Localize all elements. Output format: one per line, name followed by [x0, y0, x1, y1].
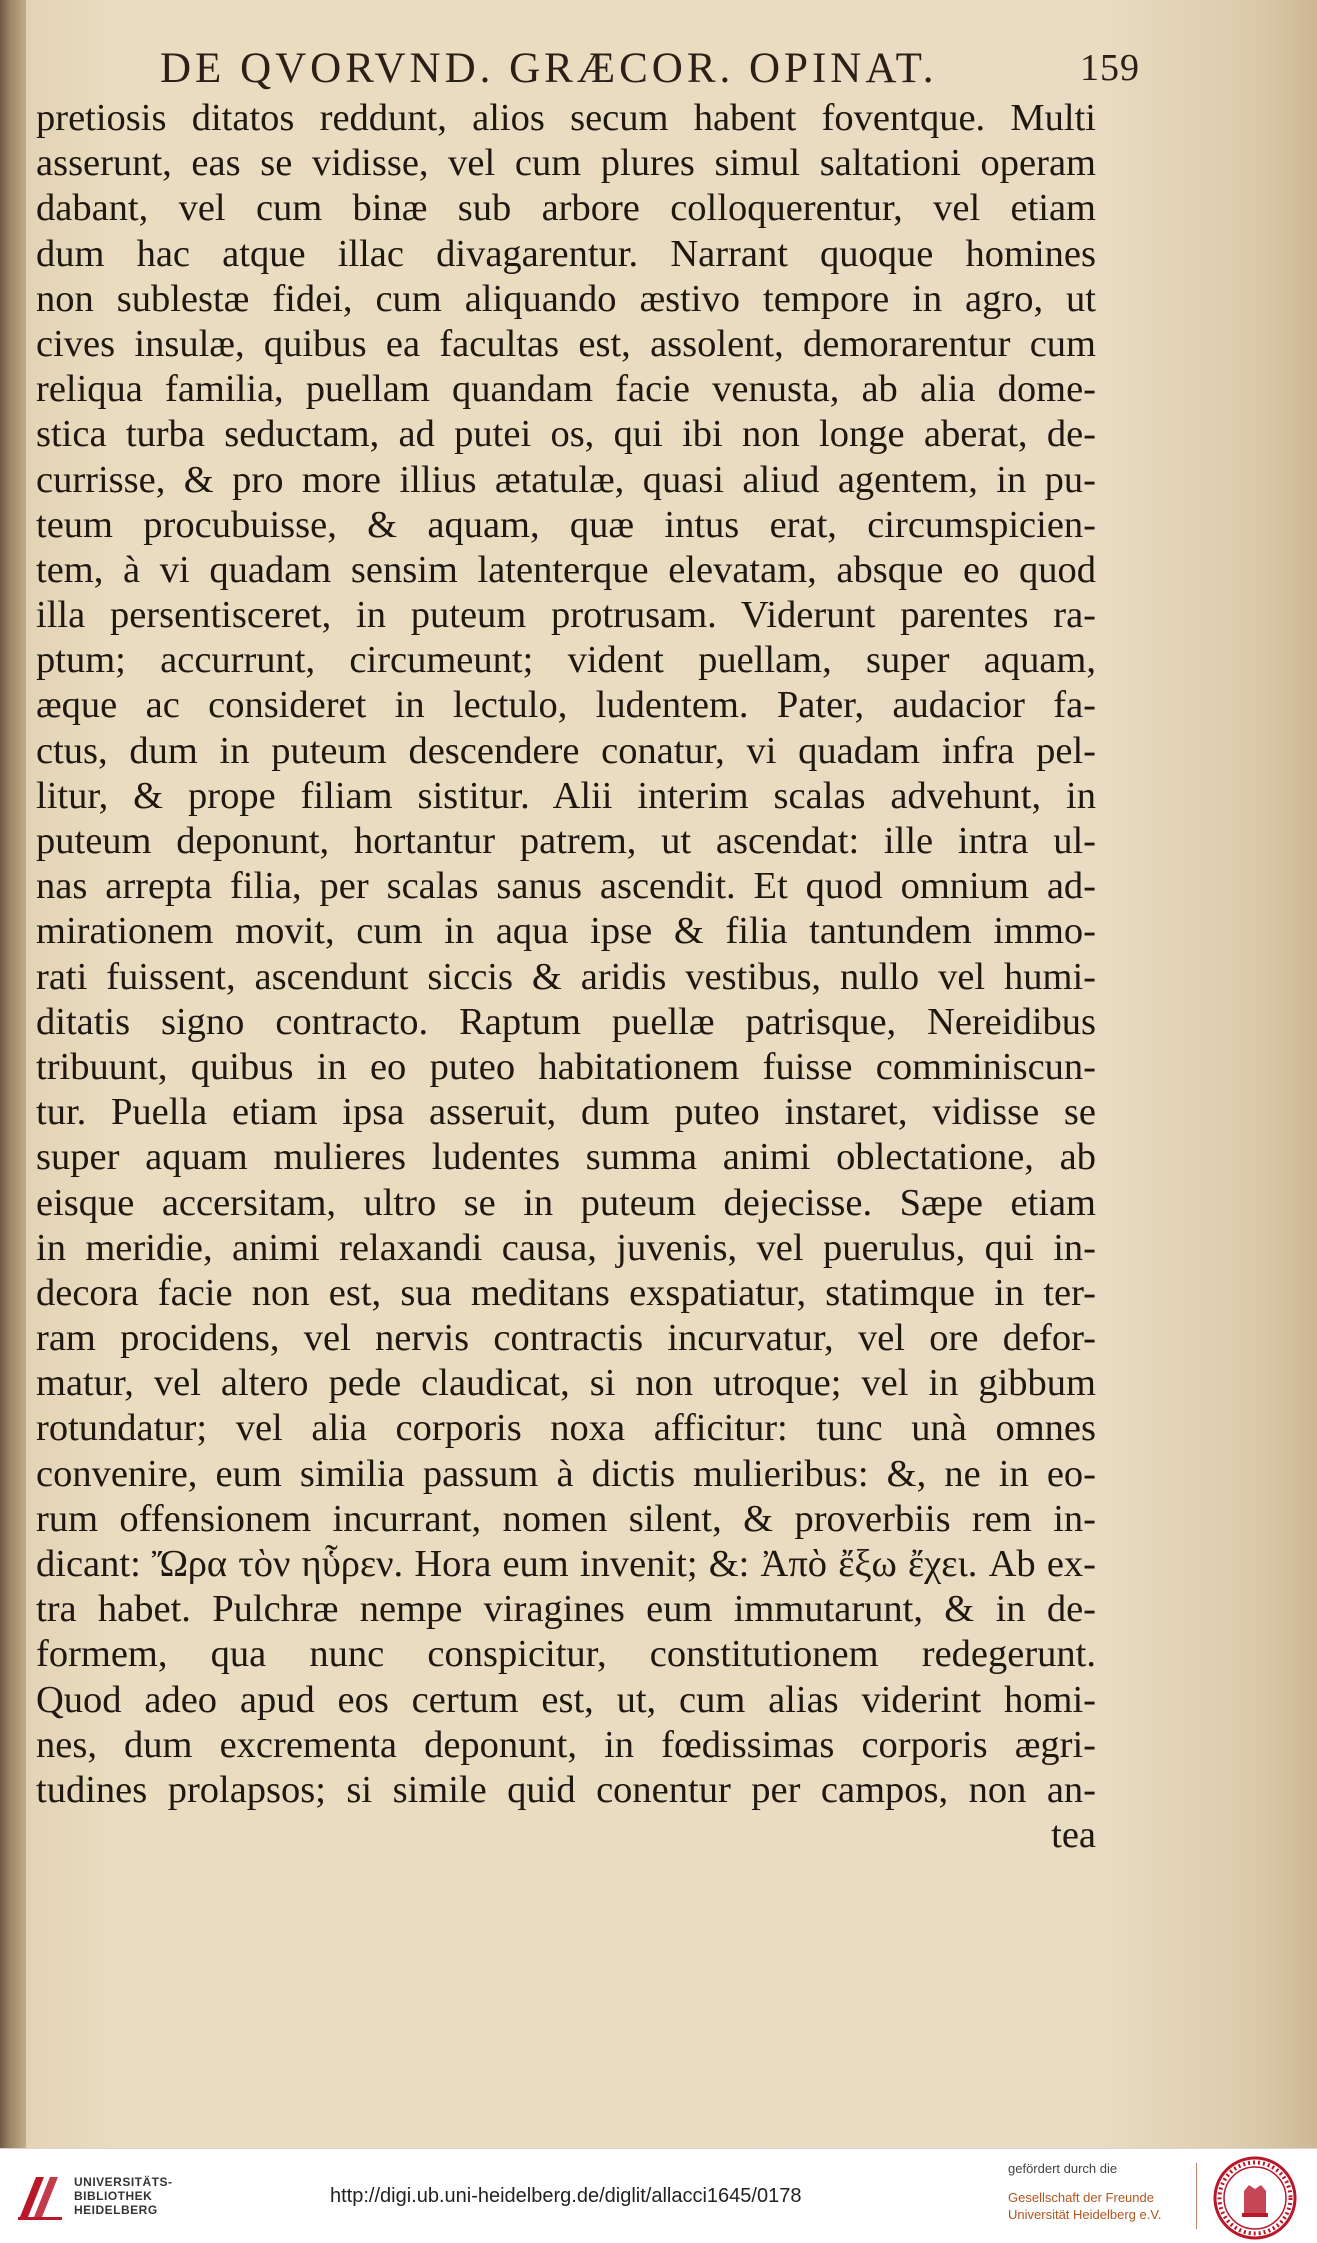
body-text [36, 96, 1096, 1858]
text-line: currisse, & pro more illius ætatulæ, quasi aliud agentem, in pu- [36, 458, 1096, 501]
text-line: nes, dum excrementa deponunt, in fœdissimas corporis ægri- [36, 1723, 1096, 1766]
text-line: rati fuissent, ascendunt siccis & aridis vestibus, nullo vel humi- [36, 955, 1096, 998]
text-line: ctus, dum in puteum descendere conatur, vi quadam infra pel- [36, 729, 1096, 772]
footer-divider [1196, 2163, 1197, 2229]
text-line: reliqua familia, puellam quandam facie venusta, ab alia dome- [36, 368, 1096, 411]
text-line: formem, qua nunc conspicitur, constitutionem redegerunt. [36, 1633, 1096, 1676]
university-seal-icon [1212, 2155, 1298, 2241]
library-name [74, 2175, 173, 2217]
text-line: non sublestæ fidei, cum aliquando æstivo tempore in agro, ut [36, 277, 1096, 320]
text-line: ditatis signo contracto. Raptum puellæ patrisque, Nereidibus [36, 1000, 1096, 1043]
text-line: teum procubuisse, & aquam, quæ intus erat, circumspicien- [36, 503, 1096, 546]
sponsor-intro: gefördert durch die [1008, 2161, 1118, 2176]
running-title: DE QVORVND. GRÆCOR. OPINAT. [160, 45, 938, 92]
text-line: rotundatur; vel alia corporis noxa afficitur: tunc unà omnes [36, 1407, 1096, 1450]
text-line: illa persentisceret, in puteum protrusam. Viderunt parentes ra- [36, 594, 1096, 637]
sponsor-line: Gesellschaft der Freunde [1008, 2190, 1154, 2205]
text-line: æque ac consideret in lectulo, ludentem. Pater, audacior fa- [36, 684, 1096, 727]
text-line: Quod adeo apud eos certum est, ut, cum alias viderint homi- [36, 1678, 1096, 1721]
page-binding-edge [0, 0, 26, 2148]
text-line: tea [1051, 1814, 1096, 1857]
library-name-line: BIBLIOTHEK [74, 2189, 153, 2203]
text-line: decora facie non est, sua meditans exspatiatur, statimque in ter- [36, 1271, 1096, 1314]
text-line: tur. Puella etiam ipsa asseruit, dum puteo instaret, vidisse se [36, 1091, 1096, 1134]
text-line: asserunt, eas se vidisse, vel cum plures simul saltationi operam [36, 142, 1096, 185]
text-line: dicant: Ὤρα τὸν ηὗρεν. Hora eum invenit; &: Ἀπὸ ἔξω ἔχει. Ab ex- [36, 1543, 1096, 1585]
text-line: ram procidens, vel nervis contractis incurvatur, vel ore defor- [36, 1317, 1096, 1360]
sponsor-line: Universität Heidelberg e.V. [1008, 2207, 1162, 2222]
text-line: in meridie, animi relaxandi causa, juvenis, vel puerulus, qui in- [36, 1226, 1096, 1269]
text-line: super aquam mulieres ludentes summa animi oblectatione, ab [36, 1136, 1096, 1179]
library-logo-icon [14, 2169, 68, 2223]
sponsor-name [1008, 2189, 1161, 2223]
running-header [160, 44, 1140, 96]
text-line: matur, vel altero pede claudicat, si non utroque; vel in gibbum [36, 1362, 1096, 1405]
text-line: tribuunt, quibus in eo puteo habitationem fuisse comminiscun- [36, 1045, 1096, 1088]
text-line: tudines prolapsos; si simile quid conentur per campos, non an- [36, 1768, 1096, 1811]
page-number: 159 [1080, 47, 1140, 89]
text-line: pretiosis ditatos reddunt, alios secum habent foventque. Multi [36, 97, 1096, 139]
text-line: cives insulæ, quibus ea facultas est, assolent, demorarentur cum [36, 322, 1096, 365]
viewer-footer [0, 2148, 1317, 2243]
text-line: mirationem movit, cum in aqua ipse & filia tantundem immo- [36, 910, 1096, 953]
text-line: tra habet. Pulchræ nempe viragines eum immutarunt, & in de- [36, 1588, 1096, 1631]
text-line: dum hac atque illac divagarentur. Narrant quoque homines [36, 232, 1096, 275]
text-line: convenire, eum similia passum à dictis mulieribus: &, ne in eo- [36, 1452, 1096, 1495]
text-line: eisque accersitam, ultro se in puteum dejecisse. Sæpe etiam [36, 1181, 1096, 1224]
text-line: litur, & prope filiam sistitur. Alii interim scalas advehunt, in [36, 774, 1096, 817]
library-name-line: UNIVERSITÄTS- [74, 2175, 173, 2189]
library-name-line: HEIDELBERG [74, 2203, 158, 2217]
permalink-url[interactable]: http://digi.ub.uni-heidelberg.de/diglit/allacci1645/0178 [330, 2185, 802, 2207]
text-line: tem, à vi quadam sensim latenterque elevatam, absque eo quod [36, 548, 1096, 591]
text-line: nas arrepta filia, per scalas sanus ascendit. Et quod omnium ad- [36, 865, 1096, 908]
text-line: ptum; accurrunt, circumeunt; vident puellam, super aquam, [36, 639, 1096, 682]
text-line: dabant, vel cum binæ sub arbore colloquerentur, vel etiam [36, 187, 1096, 230]
text-line: stica turba seductam, ad putei os, qui ibi non longe aberat, de- [36, 413, 1096, 456]
text-line: rum offensionem incurrant, nomen silent, & proverbiis rem in- [36, 1497, 1096, 1540]
text-line: puteum deponunt, hortantur patrem, ut ascendat: ille intra ul- [36, 820, 1096, 862]
